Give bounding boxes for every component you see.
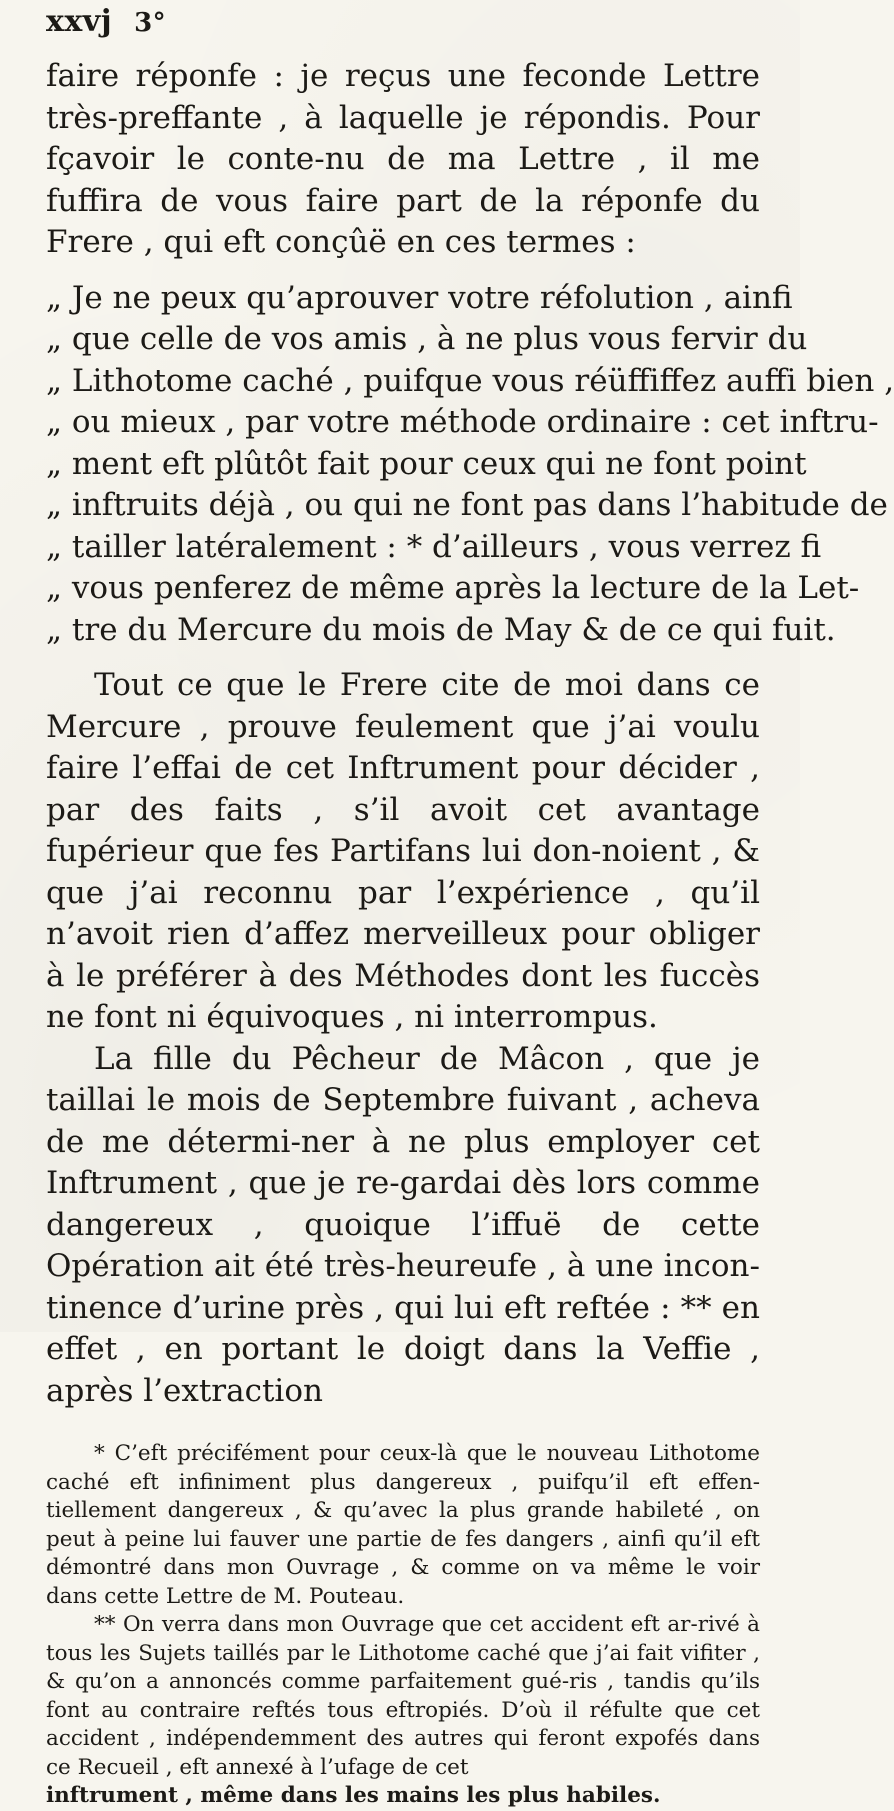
quote-line: „ tre du Mercure du mois de May & de ce qui fuit. (46, 611, 836, 648)
paragraph-2: Tout ce que le Frere cite de moi dans ce Mercure , prouve feulement que j’ai voulu faire l’effai de cet Inftrument pour décider , par des faits , s’il avoit cet avantage fupérieur que fes Partifans lui don-noient , & que j’ai reconnu par l’expérience , qu’il n’avoit rien d’affez merveilleux pour obliger à le préférer à des Méthodes dont les fuccès ne font ni équivoques , ni interrompus. (46, 667, 760, 1035)
quote-line: „ Lithotome caché , puifque vous réüffiffez auffi bien , (46, 362, 894, 399)
main-text (46, 56, 894, 1412)
paragraph-3: La fille du Pêcheur de Mâcon , que je taillai le mois de Septembre fuivant , acheva de me détermi-ner à ne plus employer cet Inftrument , que je re-gardai dès lors comme dangereux , quoique l’iffuë de cette Opération ait été très-heureufe , à une incon-tinence d’urine près , qui lui eft reftée : ** en effet , en portant le doigt dans la Veffie , après l’extraction (46, 1040, 760, 1409)
quote-text (46, 278, 894, 652)
quote-line: „ que celle de vos amis , à ne plus vous fervir du (46, 321, 808, 357)
footnote-2: ** On verra dans mon Ouvrage que cet accident eft ar-rivé à tous les Sujets taillés par le Lithotome caché que j’ai fait vifiter , & qu’on a annoncés comme parfaitement gué-ris , tandis qu’ils font au contraire reftés tous eftropiés. D’où il réfulte que cet accident , indépendemment des autres qui feront expofés dans ce Recueil , eft annexé à l’ufage de cet (46, 1612, 760, 1780)
quote-line: „ Je ne peux qu’aprouver votre réfolution , ainfi (46, 279, 793, 316)
paragraph-1: faire réponfe : je reçus une feconde Lettre très-preffante , à laquelle je répondis. Pour fçavoir le conte-nu de ma Lettre , il me fuffira de vous faire part de la réponfe du Frere , qui eft conçûë en ces termes : (46, 58, 760, 260)
quote-line: „ tailler latéralement : * d’ailleurs , vous verrez fi (46, 528, 822, 565)
quote-line: „ inftruits déjà , ou qui ne font pas dans l’habitude de (46, 487, 888, 523)
page-header (46, 4, 760, 56)
page-number: xxvj (46, 4, 113, 39)
signature-mark: 3° (134, 8, 167, 38)
footnotes (46, 1440, 760, 1811)
footnote-2-end: inftrument , même dans les mains les plus habiles. (46, 1783, 661, 1808)
footnote-1: * C’eft précifément pour ceux-là que le nouveau Lithotome caché eft infiniment plus dangereux , puifqu’il eft effen-tiellement dangereux , & qu’avec la plus grande habileté , on peut à peine lui fauver une partie de fes dangers , ainfi qu’il eft démontré dans mon Ouvrage , & comme on va même le voir dans cette Lettre de M. Pouteau. (46, 1441, 760, 1609)
quote-line: „ vous penferez de même après la lecture de la Let- (46, 570, 860, 606)
quoted-letter (46, 278, 894, 652)
quote-line: „ ou mieux , par votre méthode ordinaire : cet inftru- (46, 404, 879, 440)
quote-line: „ ment eft plûtôt fait pour ceux qui ne font point (46, 445, 807, 482)
